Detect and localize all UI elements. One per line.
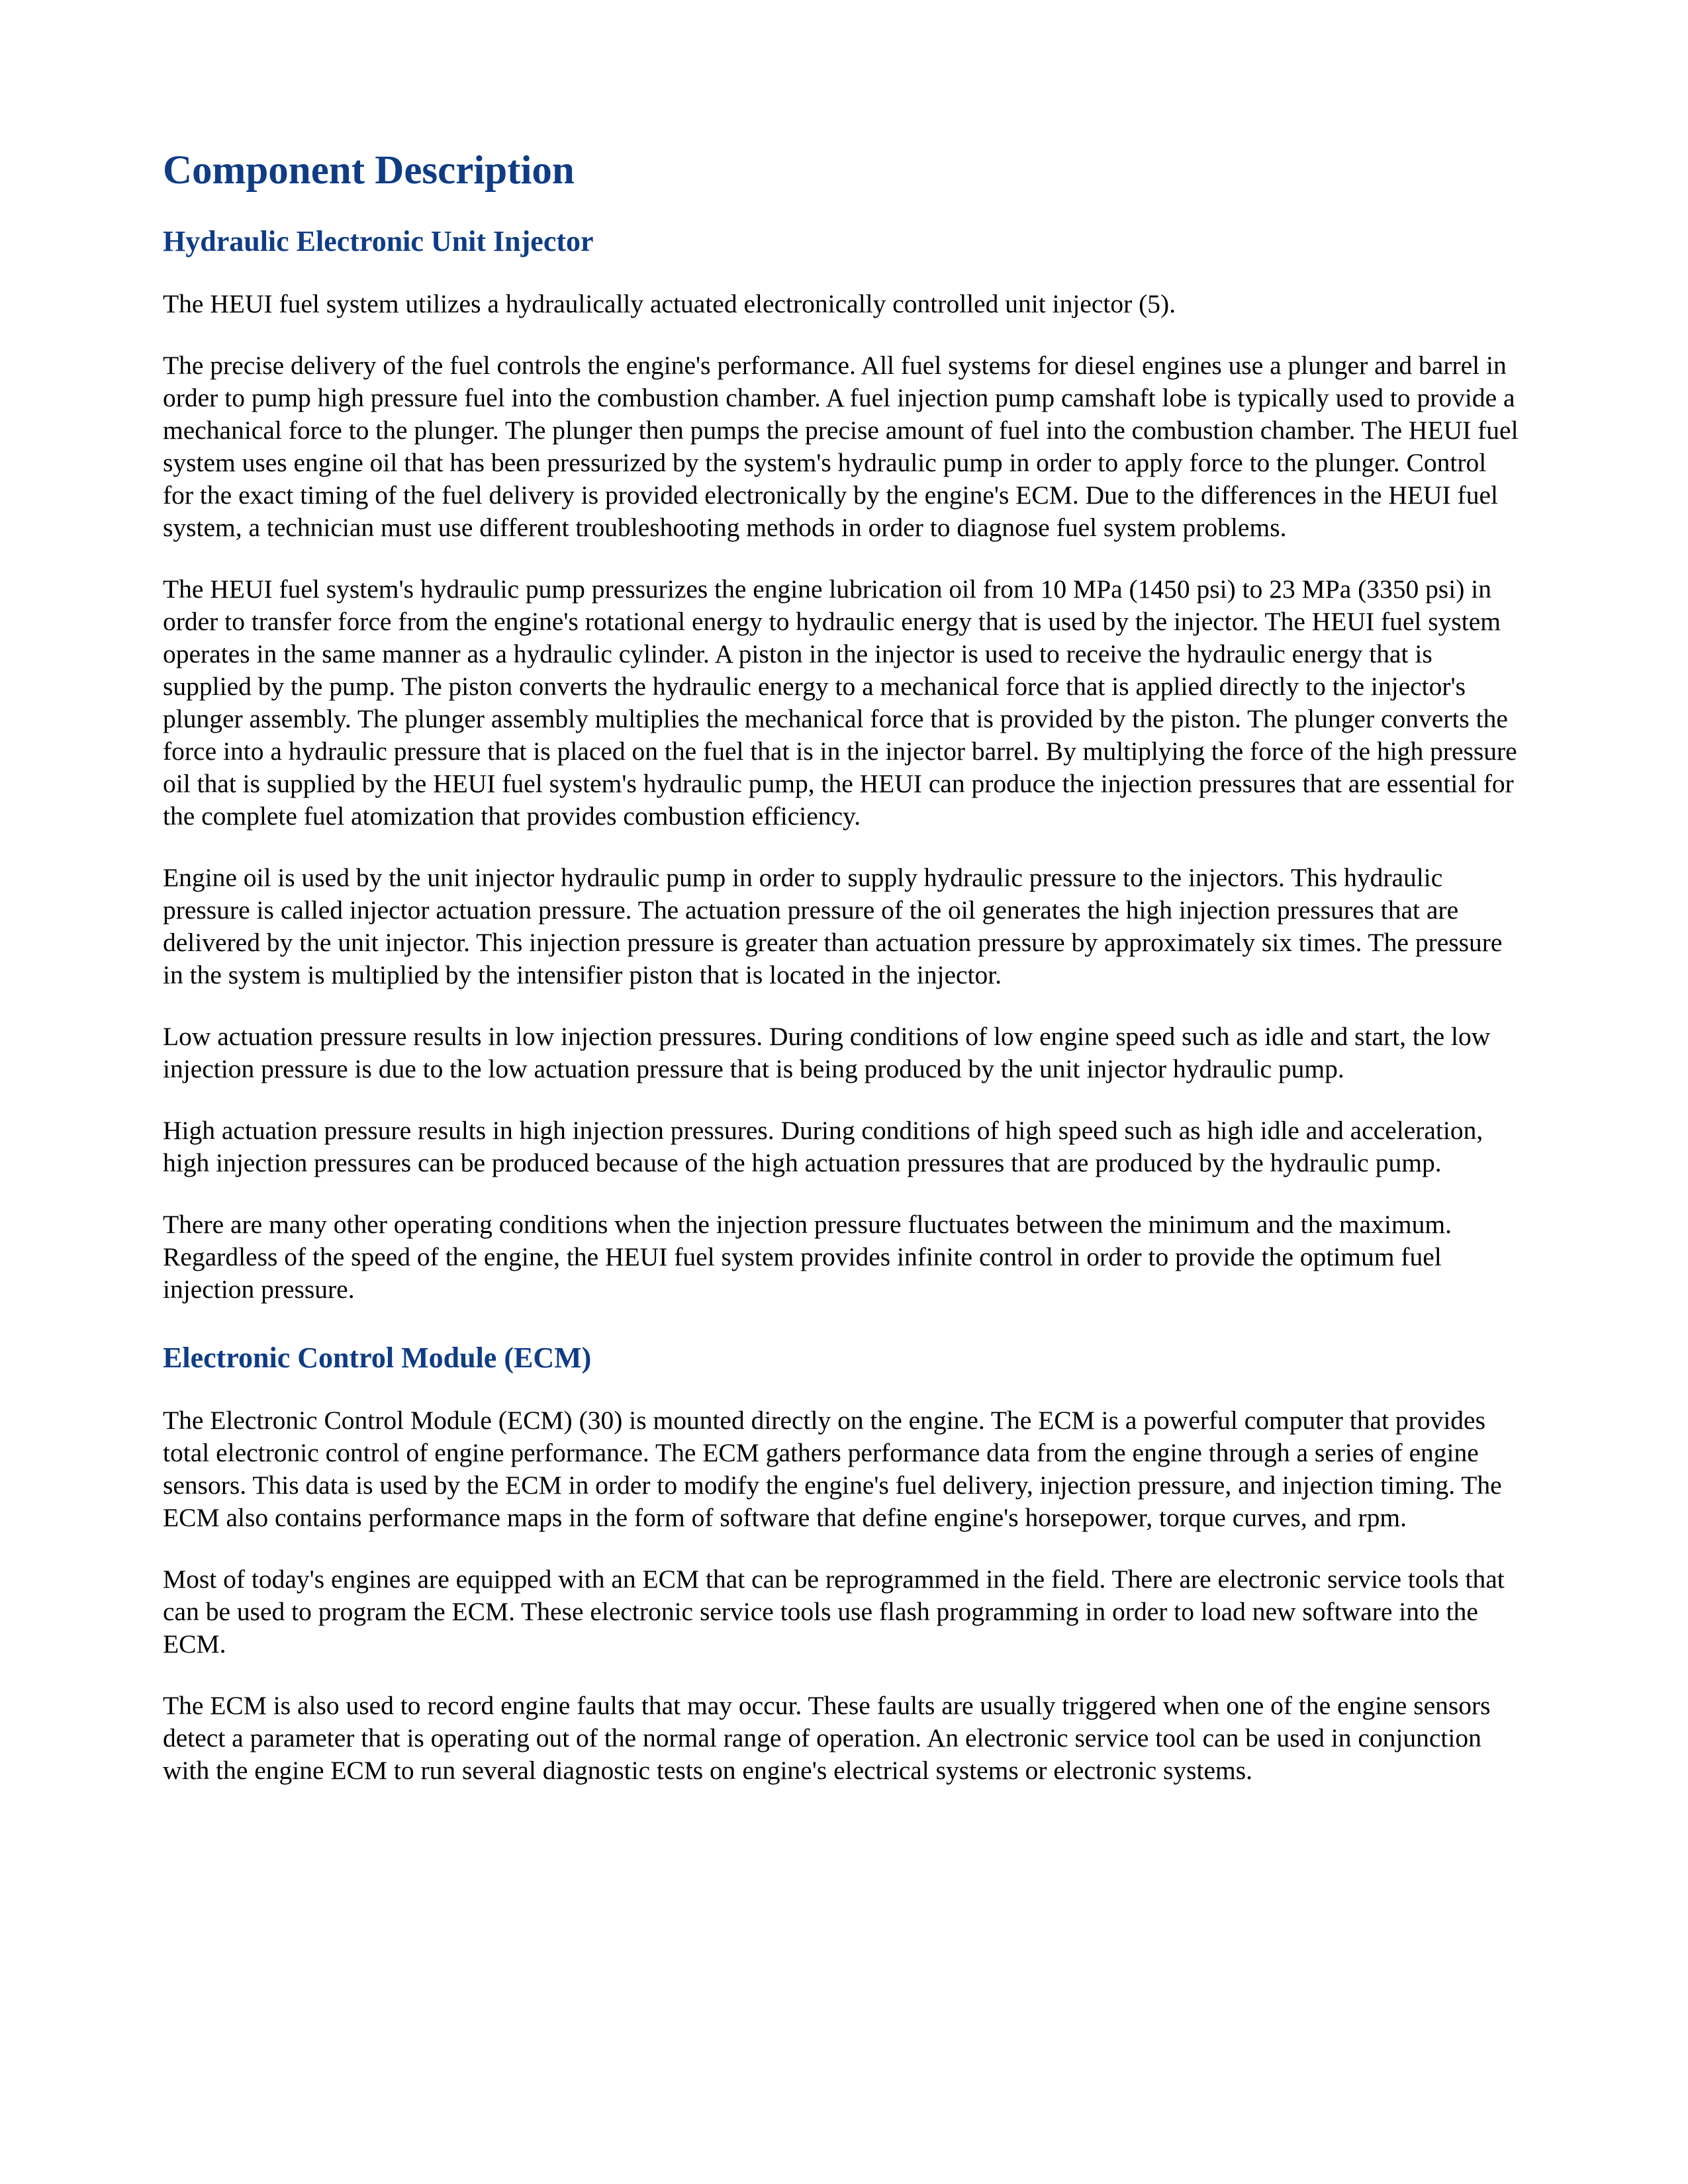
paragraph: Most of today's engines are equipped with an ECM that can be reprogrammed in the field. There are electronic service tools that can be used to program the ECM. These electronic service tools use flash programming in order to load new software into the ECM.	[163, 1565, 1505, 1659]
paragraph: The HEUI fuel system's hydraulic pump pressurizes the engine lubrication oil from 10 MPa (1450 psi) to 23 MPa (3350 psi) in order to transfer force from the engine's rotational energy to hydraulic energy that is used by the injector. The HEUI fuel system operates in the same manner as a hydraulic cylinder. A piston in the injector is used to receive the hydraulic energy that is supplied by the pump. The piston converts the hydraulic energy to a mechanical force that is applied directly to the injector's plunger assembly. The plunger assembly multiplies the mechanical force that is provided by the piston. The plunger converts the force into a hydraulic pressure that is placed on the fuel that is in the injector barrel. By multiplying the force of the high pressure oil that is supplied by the HEUI fuel system's hydraulic pump, the HEUI can produce the injection pressures that are essential for the complete fuel atomization that provides combustion efficiency.	[163, 574, 1517, 831]
page-title: Component Description	[163, 148, 575, 193]
section-heading-heui: Hydraulic Electronic Unit Injector	[163, 225, 594, 257]
document-page	[163, 147, 1520, 1816]
paragraph: The HEUI fuel system utilizes a hydraulically actuated electronically controlled unit injector (5).	[163, 289, 1176, 318]
paragraph: Low actuation pressure results in low injection pressures. During conditions of low engine speed such as idle and start, the low injection pressure is due to the low actuation pressure that is being produced by the unit injector hydraulic pump.	[163, 1022, 1491, 1083]
paragraph: High actuation pressure results in high injection pressures. During conditions of high speed such as high idle and acceleration, high injection pressures can be produced because of the high actuation pressures that are produced by the hydraulic pump.	[163, 1116, 1483, 1177]
paragraph: Engine oil is used by the unit injector hydraulic pump in order to supply hydraulic pressure to the injectors. This hydraulic pressure is called injector actuation pressure. The actuation pressure of the oil generates the high injection pressures that are delivered by the unit injector. This injection pressure is greater than actuation pressure by approximately six times. The pressure in the system is multiplied by the intensifier piston that is located in the injector.	[163, 863, 1503, 989]
paragraph: The precise delivery of the fuel controls the engine's performance. All fuel systems for diesel engines use a plunger and barrel in order to pump high pressure fuel into the combustion chamber. A fuel injection pump camshaft lobe is typically used to provide a mechanical force to the plunger. The plunger then pumps the precise amount of fuel into the combustion chamber. The HEUI fuel system uses engine oil that has been pressurized by the system's hydraulic pump in order to apply force to the plunger. Control for the exact timing of the fuel delivery is provided electronically by the engine's ECM. Due to the differences in the HEUI fuel system, a technician must use different troubleshooting methods in order to diagnose fuel system problems.	[163, 351, 1519, 542]
section-heui	[163, 224, 1520, 1306]
section-ecm	[163, 1340, 1520, 1787]
paragraph: There are many other operating conditions when the injection pressure fluctuates between the minimum and the maximum. Regardless of the speed of the engine, the HEUI fuel system provides infinite control in order to provide the optimum fuel injection pressure.	[163, 1210, 1452, 1304]
paragraph: The Electronic Control Module (ECM) (30) is mounted directly on the engine. The ECM is a powerful computer that provides total electronic control of engine performance. The ECM gathers performance data from the engine through a series of engine sensors. This data is used by the ECM in order to modify the engine's fuel delivery, injection pressure, and injection timing. The ECM also contains performance maps in the form of software that define engine's horsepower, torque curves, and rpm.	[163, 1406, 1502, 1532]
paragraph: The ECM is also used to record engine faults that may occur. These faults are usually triggered when one of the engine sensors detect a parameter that is operating out of the normal range of operation. An electronic service tool can be used in conjunction with the engine ECM to run several diagnostic tests on engine's electrical systems or electronic systems.	[163, 1691, 1491, 1785]
section-heading-ecm: Electronic Control Module (ECM)	[163, 1342, 592, 1374]
